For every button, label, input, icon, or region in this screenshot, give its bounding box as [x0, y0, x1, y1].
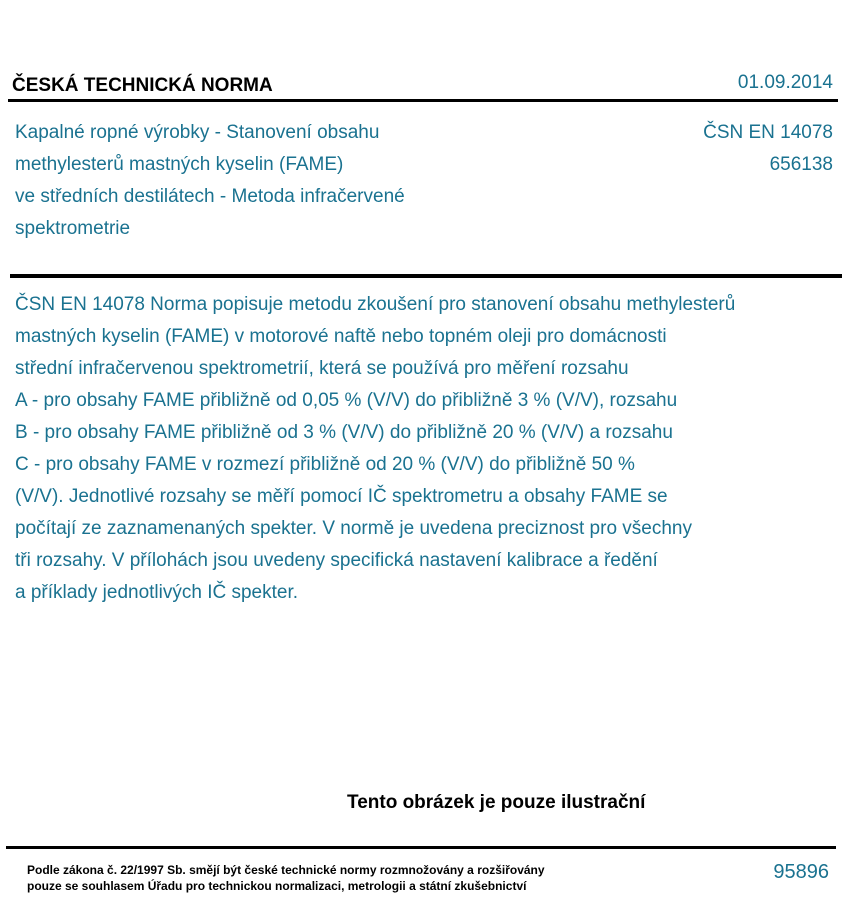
standard-header-title: ČESKÁ TECHNICKÁ NORMA: [12, 75, 273, 96]
abstract-line: B - pro obsahy FAME přibližně od 3 % (V/V) do přibližně 20 % (V/V) a rozsahu: [15, 422, 673, 443]
abstract-line: tři rozsahy. V přílohách jsou uvedeny specifická nastavení kalibrace a ředění: [15, 550, 658, 571]
illustrative-note: Tento obrázek je pouze ilustrační: [347, 792, 646, 813]
abstract-text: [15, 289, 845, 609]
legal-line: Podle zákona č. 22/1997 Sb. smějí být české technické normy rozmnožovány a rozšiřovány: [27, 863, 545, 877]
abstract-line: (V/V). Jednotlivé rozsahy se měří pomocí IČ spektrometru a obsahy FAME se: [15, 486, 668, 507]
title-line: methylesterů mastných kyselin (FAME): [15, 154, 344, 175]
abstract-line: A - pro obsahy FAME přibližně od 0,05 % (V/V) do přibližně 3 % (V/V), rozsahu: [15, 390, 678, 411]
header-divider: [8, 99, 838, 102]
abstract-line: mastných kyselin (FAME) v motorové naftě nebo topném oleji pro domácnosti: [15, 326, 667, 347]
legal-line: pouze se souhlasem Úřadu pro technickou normalizaci, metrologii a státní zkušebnictví: [27, 879, 527, 893]
abstract-line: počítají ze zaznamenaných spekter. V normě je uvedena preciznost pro všechny: [15, 518, 692, 539]
title-line: spektrometrie: [15, 218, 131, 239]
document-number: 95896: [773, 861, 829, 883]
class-number: 656138: [769, 154, 833, 175]
abstract-line: a příklady jednotlivých IČ spekter.: [15, 582, 299, 603]
title-line: ve středních destilátech - Metoda infračervené: [15, 186, 405, 207]
standard-title: [15, 117, 535, 245]
footer-divider: [6, 846, 836, 849]
standard-identifiers: [703, 117, 833, 181]
standard-code: ČSN EN 14078: [703, 122, 833, 143]
abstract-line: ČSN EN 14078 Norma popisuje metodu zkoušení pro stanovení obsahu methylesterů: [15, 294, 736, 315]
abstract-line: střední infračervenou spektrometrií, která se používá pro měření rozsahu: [15, 358, 629, 379]
title-divider: [10, 274, 842, 278]
abstract-line: C - pro obsahy FAME v rozmezí přibližně od 20 % (V/V) do přibližně 50 %: [15, 454, 635, 475]
publication-date: 01.09.2014: [737, 72, 833, 93]
title-line: Kapalné ropné výrobky - Stanovení obsahu: [15, 122, 380, 143]
legal-notice: [27, 862, 545, 894]
